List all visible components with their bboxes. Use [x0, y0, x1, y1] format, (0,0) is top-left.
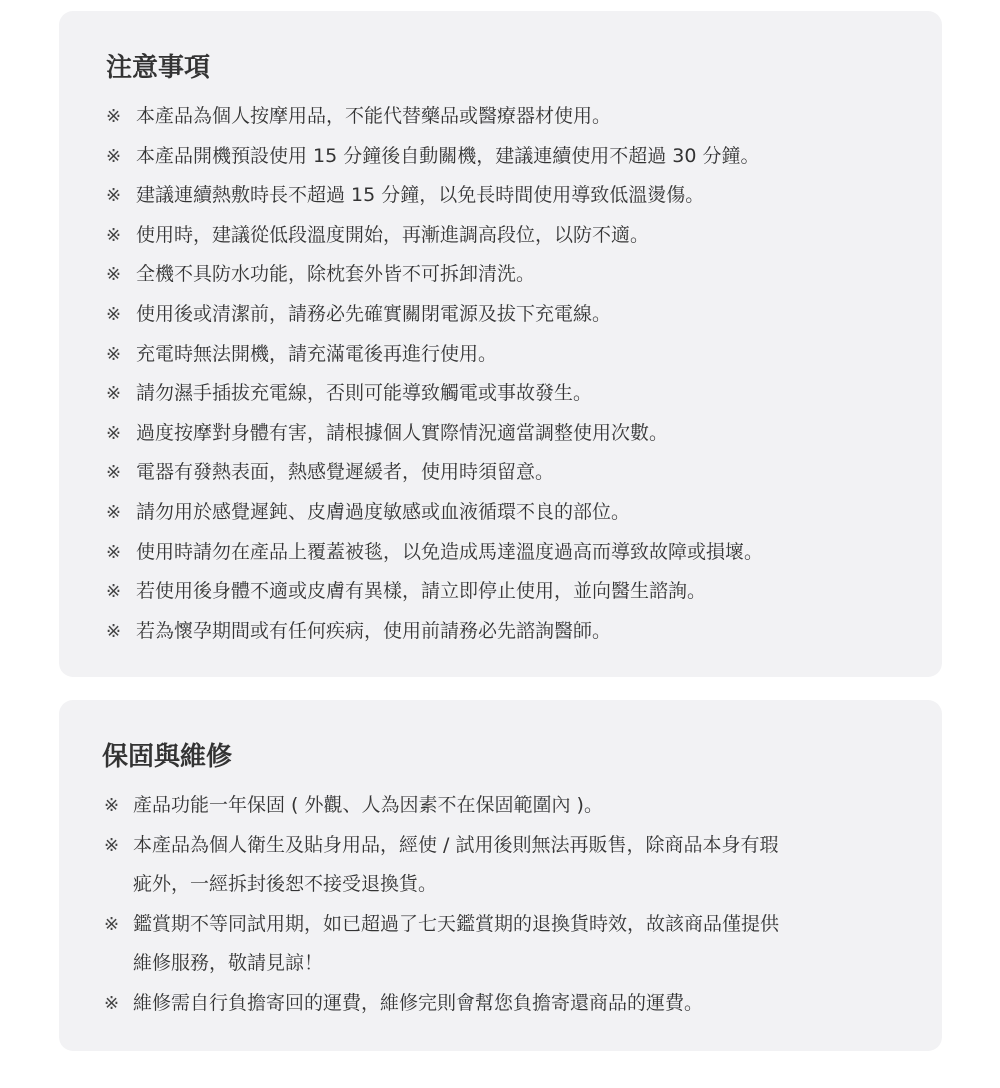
notes-item-text: 本產品開機預設使用 15 分鐘後自動關機，建議連續使用不超過 30 分鐘。 [136, 144, 760, 167]
notes-item [106, 533, 906, 573]
warranty-item-text: 鑑賞期不等同試用期，如已超過了七天鑑賞期的退換貨時效，故該商品僅提供 [133, 912, 780, 935]
notes-item-text: 使用時，建議從低段溫度開始，再漸進調高段位，以防不適。 [136, 223, 650, 246]
reference-mark-icon: ※ [104, 913, 120, 935]
notes-item-text: 請勿濕手插拔充電線，否則可能導致觸電或事故發生。 [136, 382, 593, 405]
reference-mark-icon: ※ [106, 462, 122, 484]
notes-item-text: 使用時請勿在產品上覆蓋被毯，以免造成馬達溫度過高而導致故障或損壞。 [136, 540, 764, 563]
notes-item-text: 全機不具防水功能，除枕套外皆不可拆卸清洗。 [136, 263, 536, 286]
reference-mark-icon: ※ [106, 501, 122, 523]
notes-item [106, 414, 906, 454]
reference-mark-icon: ※ [106, 620, 122, 642]
notes-item [106, 255, 906, 295]
reference-mark-icon: ※ [106, 422, 122, 444]
warranty-title: 保固與維修 [102, 742, 233, 772]
reference-mark-icon: ※ [106, 541, 122, 563]
reference-mark-icon: ※ [106, 145, 122, 167]
notes-item [106, 453, 906, 493]
reference-mark-icon: ※ [106, 185, 122, 207]
notes-item-text: 充電時無法開機，請充滿電後再進行使用。 [136, 342, 498, 365]
warranty-item-text: 維修需自行負擔寄回的運費，維修完則會幫您負擔寄還商品的運費。 [133, 991, 704, 1014]
notes-item [106, 216, 906, 256]
notes-item-text: 建議連續熱敷時長不超過 15 分鐘，以免長時間使用導致低溫燙傷。 [136, 184, 705, 207]
notes-item [106, 374, 906, 414]
reference-mark-icon: ※ [106, 343, 122, 365]
warranty-item [104, 826, 894, 905]
reference-mark-icon: ※ [106, 383, 122, 405]
notes-item [106, 176, 906, 216]
warranty-item [104, 905, 894, 984]
notes-item [106, 612, 906, 652]
notes-item-text: 電器有發熱表面，熱感覺遲緩者，使用時須留意。 [136, 461, 555, 484]
warranty-card [59, 700, 942, 1051]
reference-mark-icon: ※ [106, 106, 122, 127]
warranty-item-text: 疵外，一經拆封後恕不接受退換貨。 [133, 873, 438, 896]
reference-mark-icon: ※ [104, 992, 120, 1014]
notes-item [106, 335, 906, 375]
notes-item [106, 295, 906, 335]
notes-card [59, 11, 942, 677]
notes-item-text: 若為懷孕期間或有任何疾病，使用前請務必先諮詢醫師。 [136, 619, 612, 642]
notes-item [106, 493, 906, 533]
warranty-list [104, 786, 894, 1024]
reference-mark-icon: ※ [106, 303, 122, 325]
notes-item-text: 請勿用於感覺遲鈍、皮膚過度敏感或血液循環不良的部位。 [136, 500, 631, 523]
warranty-item-text: 本產品為個人衛生及貼身用品，經使 / 試用後則無法再販售，除商品本身有瑕 [133, 833, 779, 856]
reference-mark-icon: ※ [106, 264, 122, 286]
reference-mark-icon: ※ [104, 795, 120, 816]
notes-item-text: 本產品為個人按摩用品，不能代替藥品或醫療器材使用。 [136, 105, 612, 127]
warranty-item-text: 維修服務，敬請見諒！ [133, 952, 324, 975]
notes-item-text: 若使用後身體不適或皮膚有異樣，請立即停止使用，並向醫生諮詢。 [136, 580, 707, 603]
notes-item [106, 97, 906, 137]
notes-list [106, 97, 906, 651]
reference-mark-icon: ※ [106, 224, 122, 246]
warranty-item-text: 產品功能一年保固 ( 外觀、人為因素不在保固範圍內 )。 [133, 794, 603, 816]
notes-item [106, 137, 906, 177]
reference-mark-icon: ※ [104, 834, 120, 856]
notes-item-text: 過度按摩對身體有害，請根據個人實際情況適當調整使用次數。 [136, 421, 669, 444]
notes-item-text: 使用後或清潔前，請務必先確實關閉電源及拔下充電線。 [136, 302, 612, 325]
warranty-item [104, 984, 894, 1024]
notes-item [106, 572, 906, 612]
warranty-item [104, 786, 894, 826]
reference-mark-icon: ※ [106, 581, 122, 603]
notes-title: 注意事項 [106, 53, 211, 83]
